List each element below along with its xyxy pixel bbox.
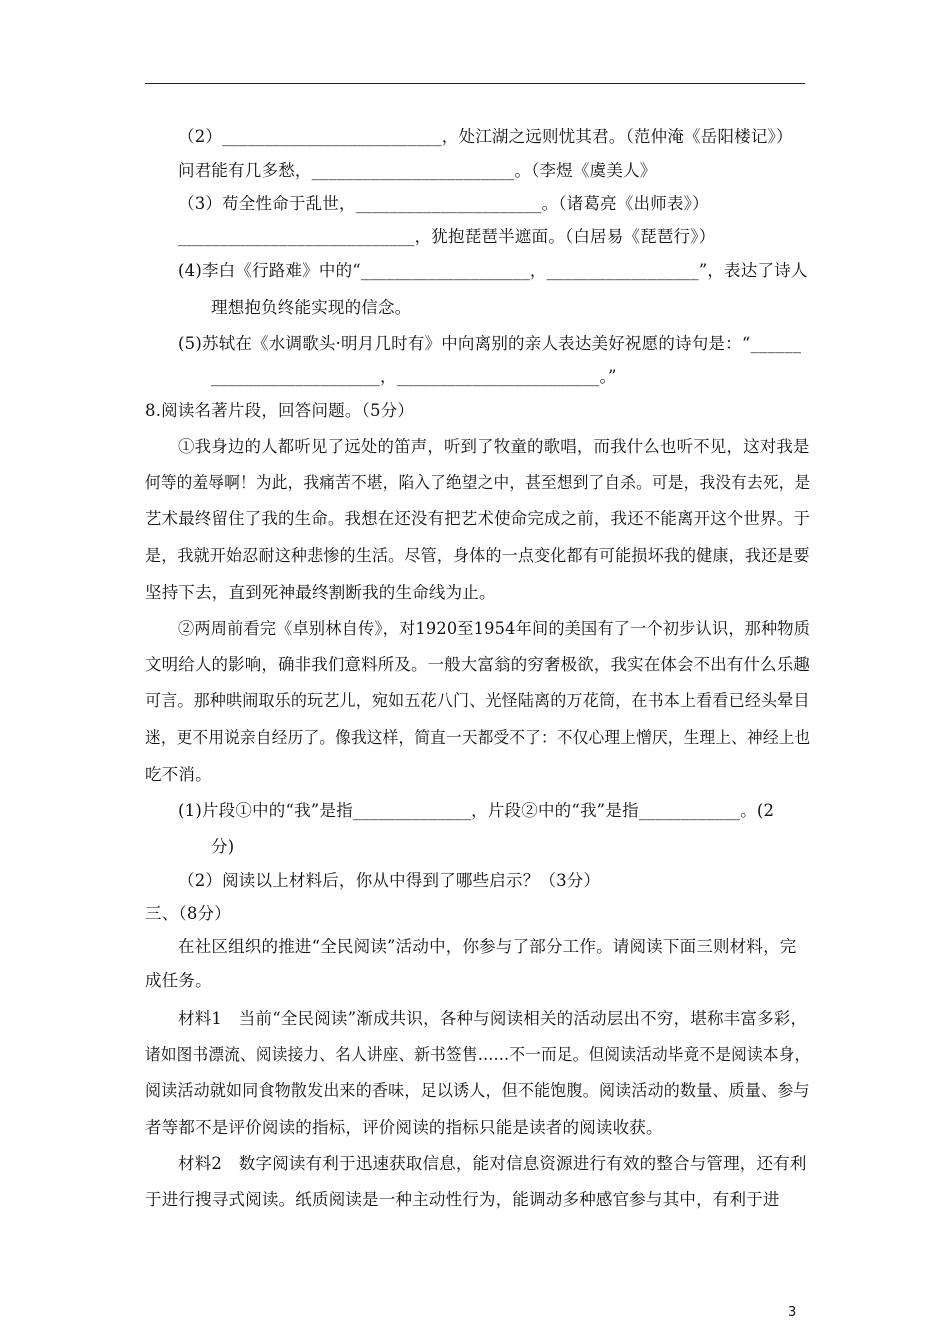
text-line: 理想抱负终能实现的信念。 bbox=[211, 298, 412, 317]
text-line: 是，我就开始忍耐这种悲惨的生活。尽管，身体的一点变化都有可能损坏我的健康，我还是要 bbox=[145, 546, 810, 565]
section-heading: 三、（8分） bbox=[145, 904, 231, 923]
text-line: 问君能有几多愁，________________________。（李煜《虞美人》 bbox=[178, 161, 657, 180]
text-line: 在社区组织的推进“全民阅读”活动中，你参与了部分工作。请阅读下面三则材料，完 bbox=[178, 937, 797, 956]
text-line: 可言。那种哄闹取乐的玩艺儿，宛如五花八门、光怪陆离的万花筒，在书本上看看已经头晕目 bbox=[145, 691, 810, 710]
text-line: （2）阅读以上材料后，你从中得到了哪些启示？（3分） bbox=[178, 871, 601, 890]
header-rule bbox=[145, 83, 805, 84]
text-line: 坚持下去，直到死神最终割断我的生命线为止。 bbox=[145, 583, 496, 602]
text-line: ②两周前看完《卓别林自传》，对1920至1954年间的美国有了一个初步认识，那种物质 bbox=[178, 619, 811, 638]
text-line: (5)苏轼在《水调歌头·明月几时有》中向离别的亲人表达美好祝愿的诗句是：“______ bbox=[178, 334, 802, 353]
text-line: 吃不消。 bbox=[145, 765, 212, 784]
text-line: 分) bbox=[211, 837, 235, 856]
text-line: （2）__________________________，处江湖之远则忧其君。（范仲淹《岳阳楼记》） bbox=[178, 127, 793, 146]
text-line: 者等都不是评价阅读的指标，评价阅读的指标只能是读者的阅读收获。 bbox=[145, 1118, 663, 1137]
text-line: 文明给人的影响，确非我们意料所及。一般大富翁的穷奢极欲，我实在体会不出有什么乐趣 bbox=[145, 655, 810, 674]
text-line: 迷，更不用说亲自经历了。像我这样，简直一天都受不了：不仅心理上憎厌，生理上、神经上也 bbox=[145, 728, 811, 747]
text-line: （3）苟全性命于乱世，______________________。（诸葛亮《出师表》） bbox=[178, 194, 709, 213]
text-line: (4)李白《行路难》中的“____________________，__________________”，表达了诗人 bbox=[178, 261, 808, 280]
question-heading: 8.阅读名著片段，回答问题。（5分） bbox=[145, 401, 415, 420]
text-line: ____________________________，犹抱琵琶半遮面。（白居易《琵琶行》） bbox=[178, 227, 716, 246]
text-line: ____________________，________________________。” bbox=[211, 367, 617, 386]
text-line: 成任务。 bbox=[145, 971, 212, 990]
text-line: 诸如图书漂流、阅读接力、名人讲座、新书签售……不一而足。但阅读活动毕竟不是阅读本身， bbox=[145, 1045, 811, 1064]
text-line: ①我身边的人都听见了远处的笛声，听到了牧童的歌唱，而我什么也听不见，这对我是 bbox=[178, 437, 810, 456]
text-line: 艺术最终留住了我的生命。我想在还没有把艺术使命完成之前，我还不能离开这个世界。于 bbox=[145, 509, 810, 528]
text-line: (1)片段①中的“我”是指______________，片段②中的“我”是指____________。(2 bbox=[178, 801, 775, 820]
text-line: 阅读活动就如同食物散发出来的香味，足以诱人，但不能饱腹。阅读活动的数量、质量、参与 bbox=[145, 1081, 810, 1100]
text-line: 材料1 当前“全民阅读”渐成共识，各种与阅读相关的活动层出不穷，堪称丰富多彩， bbox=[178, 1009, 808, 1028]
text-line: 于进行搜寻式阅读。纸质阅读是一种主动性行为，能调动多种感官参与其中，有利于进 bbox=[145, 1190, 780, 1209]
text-line: 材料2 数字阅读有利于迅速获取信息，能对信息资源进行有效的整合与管理，还有利 bbox=[178, 1154, 807, 1173]
text-line: 何等的羞辱啊！为此，我痛苦不堪，陷入了绝望之中，甚至想到了自杀。可是，我没有去死，是 bbox=[145, 473, 811, 492]
page-number: 3 bbox=[788, 1305, 797, 1320]
